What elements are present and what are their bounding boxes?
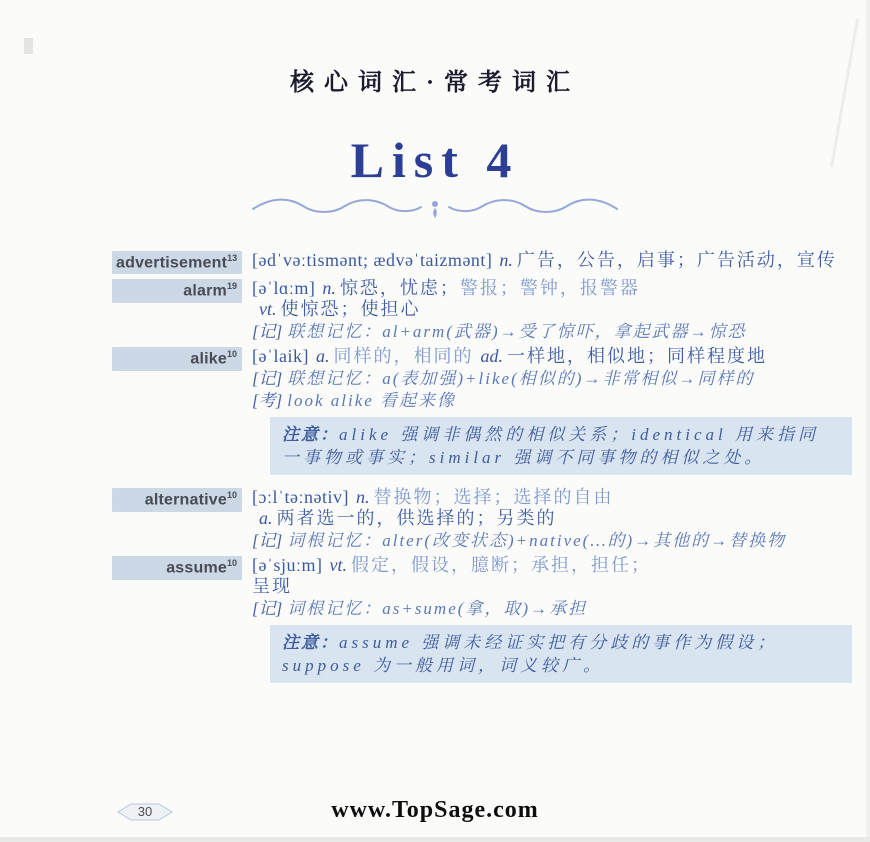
mnemonic-text: 词根记忆：as+sume(拿，取)→承担 <box>287 599 588 619</box>
notice-label: 注意： <box>282 425 339 445</box>
definition-text: 惊恐，忧虑； <box>339 278 460 299</box>
notice-text: assume 强调未经证实把有分歧的事作为假设；suppose 为一般用词，词义较广。 <box>282 633 779 676</box>
page-number: 30 <box>137 804 153 819</box>
phonetic-transcription: [ədˈvəːtismənt; ædvəˈtaizmənt] <box>252 250 493 270</box>
mnemonic-text: 联想记忆：a(表加强)+like(相似的)→非常相似→同样的 <box>287 369 755 389</box>
part-of-speech: ad. <box>480 346 503 367</box>
definition-text: 两者选一的，供选择的；另类的 <box>276 508 557 529</box>
frequency-superscript: 10 <box>226 558 237 569</box>
mnemonic-note <box>252 530 852 551</box>
definition-line <box>252 278 852 299</box>
page-number-ornament <box>116 802 174 822</box>
mnemonic-text: 词根记忆：alter(改变状态)+native(…的)→其他的→替换物 <box>287 531 787 551</box>
entry-body <box>252 250 852 274</box>
part-of-speech: n. <box>322 278 336 299</box>
scan-artifact <box>24 38 33 54</box>
mnemonic-text: 联想记忆：al+arm(武器)→受了惊吓，拿起武器→惊恐 <box>287 322 747 342</box>
part-of-speech: a. <box>315 346 330 367</box>
entry-body <box>252 278 852 342</box>
headword-bar <box>112 347 242 370</box>
mnemonic-note <box>252 321 852 342</box>
website-watermark: www.TopSage.com <box>331 797 539 823</box>
definition-line <box>252 576 852 597</box>
definition-text-secondary: 替换物；选择；选择的自由 <box>373 487 614 508</box>
definition-line <box>252 508 852 529</box>
definition-text-secondary: 同样的，相同的 <box>333 346 474 367</box>
flourish-ornament <box>245 191 625 221</box>
vocab-entry-alike <box>112 346 852 483</box>
phonetic-transcription: [ɔːlˈtəːnətiv] <box>252 487 349 508</box>
headword-bar <box>112 279 242 302</box>
definition-text-secondary: 假定，假设，臆断；承担，担任； <box>350 555 651 576</box>
mnemonic-label: [记] <box>252 599 283 619</box>
notice-label: 注意： <box>282 633 339 653</box>
headword-column <box>112 250 242 274</box>
phonetic-transcription: [əˈlɑːm] <box>252 278 316 299</box>
notice-box <box>270 417 852 475</box>
mnemonic-label: [记] <box>252 531 283 551</box>
mnemonic-note <box>252 598 852 619</box>
list-title: List 4 <box>350 132 520 188</box>
vocab-entry-assume <box>112 555 852 691</box>
headword: assume <box>166 559 227 577</box>
frequency-superscript: 10 <box>226 349 237 360</box>
entry-body <box>252 555 852 691</box>
page-header <box>0 62 870 226</box>
part-of-speech: vt. <box>259 299 277 320</box>
page-footer <box>0 797 870 831</box>
definition-line <box>252 299 852 320</box>
headword: alternative <box>144 491 227 509</box>
notice-text: alike 强调非偶然的相似关系；identical 用来指同一事物或事实；similar 强调不同事物的相似之处。 <box>282 425 820 468</box>
headword: alike <box>190 350 227 368</box>
exam-note <box>252 390 852 411</box>
definition-text: 一样地，相似地；同样程度地 <box>506 346 767 367</box>
entry-body <box>252 346 852 483</box>
part-of-speech: n. <box>355 487 370 508</box>
part-of-speech: n. <box>499 250 513 270</box>
frequency-superscript: 19 <box>226 281 237 292</box>
headword: advertisement <box>116 254 228 272</box>
vocab-entry-alternative <box>112 487 852 551</box>
mnemonic-note <box>252 368 852 389</box>
vocab-entry-alarm <box>112 278 852 342</box>
part-of-speech: vt. <box>329 555 347 576</box>
mnemonic-label: [记] <box>252 369 283 389</box>
page-edge-shadow <box>0 837 870 842</box>
phonetic-transcription: [əˈsjuːm] <box>252 555 323 576</box>
definition-text: 使惊恐；使担心 <box>280 299 421 320</box>
headword-column <box>112 487 242 551</box>
part-of-speech: a. <box>259 508 273 529</box>
headword-bar <box>112 488 242 511</box>
vocab-list <box>112 250 852 695</box>
vocab-entry-advertisement <box>112 250 852 274</box>
definition-line <box>252 487 852 508</box>
exam-label: [考] <box>252 391 283 411</box>
headword-column <box>112 555 242 691</box>
definition-text: 广告，公告，启事；广告活动，宣传 <box>516 250 837 270</box>
definition-line <box>252 555 852 576</box>
definition-text-secondary: 警报；警钟，报警器 <box>459 278 640 299</box>
exam-text: look alike 看起来像 <box>287 391 457 411</box>
frequency-superscript: 13 <box>227 253 238 263</box>
phonetic-transcription: [əˈlaik] <box>252 346 309 367</box>
headword-column <box>112 278 242 342</box>
notice-box <box>270 625 852 683</box>
mnemonic-label: [记] <box>252 322 283 342</box>
definition-line <box>252 346 852 367</box>
headword-bar <box>112 556 242 579</box>
headword: alarm <box>183 282 227 300</box>
definition-text: 呈现 <box>252 576 292 597</box>
frequency-superscript: 10 <box>226 490 237 501</box>
entry-body <box>252 487 852 551</box>
series-title: 核心词汇·常考词汇 <box>289 70 580 96</box>
definition-line <box>252 250 852 271</box>
headword-column <box>112 346 242 483</box>
headword-bar <box>112 251 242 274</box>
